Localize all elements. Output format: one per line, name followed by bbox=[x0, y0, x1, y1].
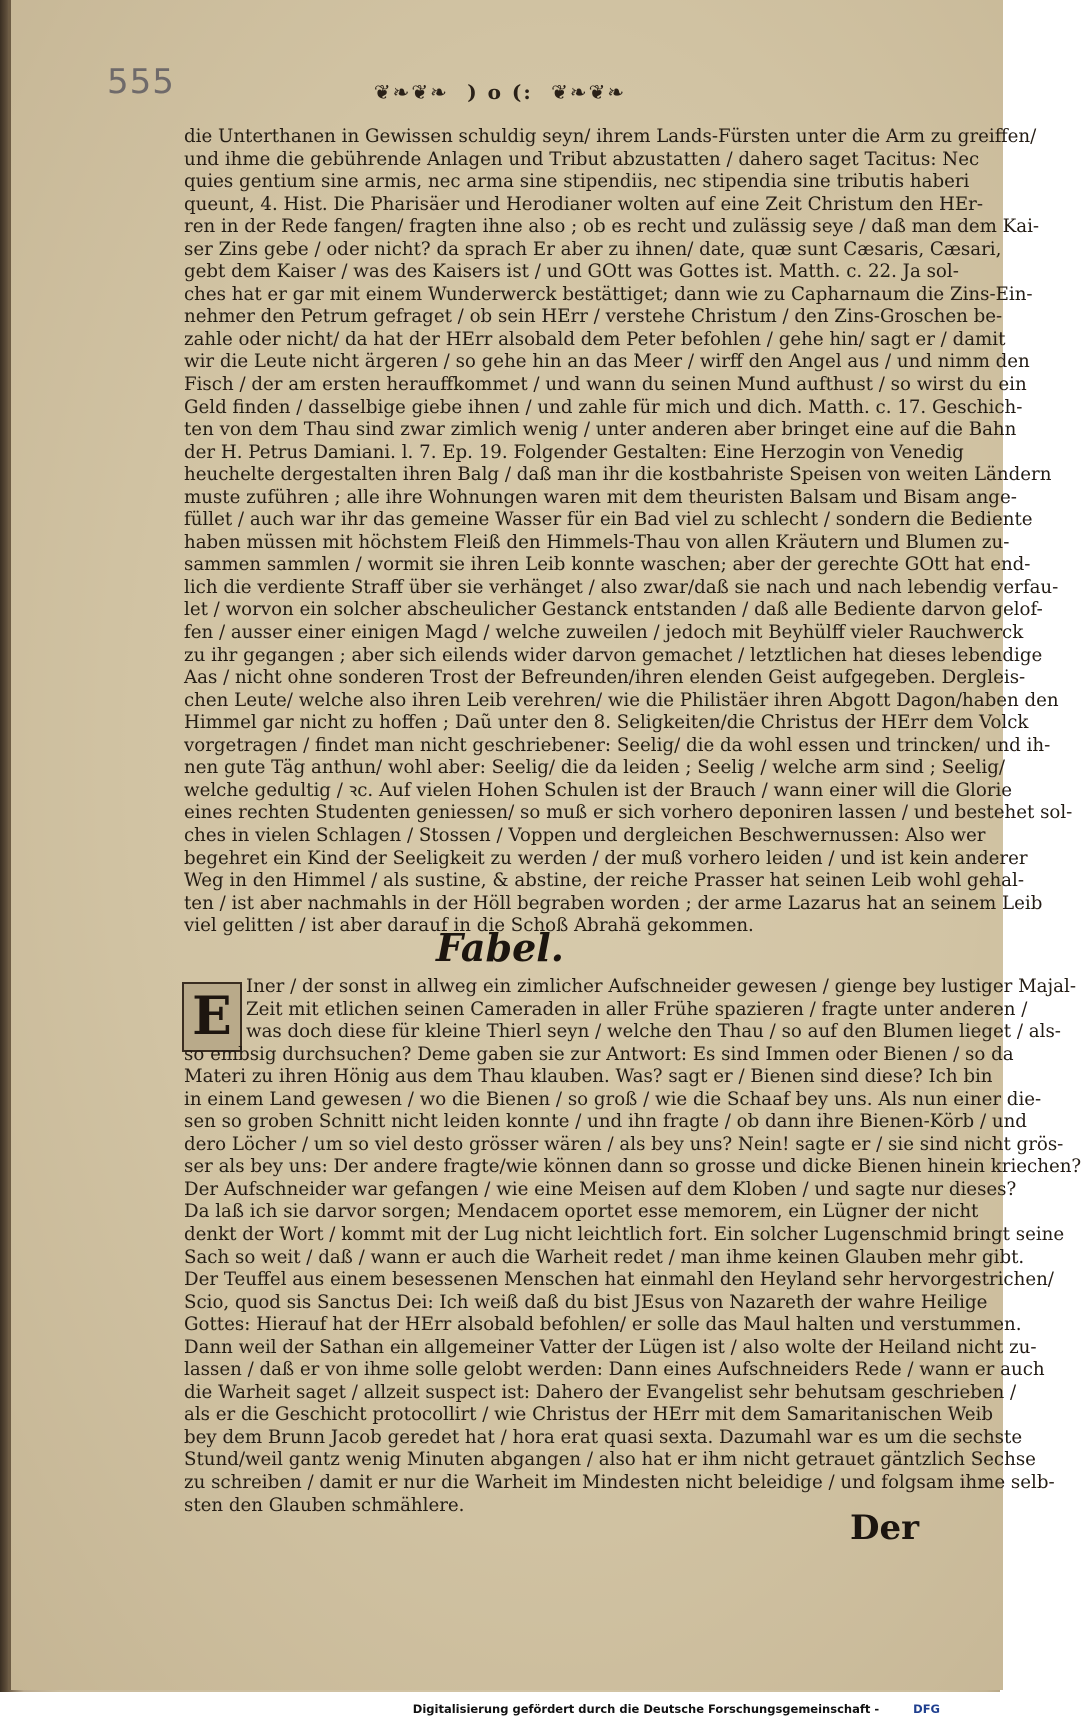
text-line: Himmel gar nicht zu hoffen ; Daũ unter den 8. Seligkeiten/die Christus der HErr dem Volck bbox=[184, 712, 1029, 734]
fabel-line: zu schreiben / damit er nur die Warheit im Mindesten nicht beleidige / und folgsam ihme selb- bbox=[184, 1472, 1055, 1494]
fabel-line: Scio, quod sis Sanctus Dei: Ich weiß daß du bist JEsus von Nazareth der wahre Heilige bbox=[184, 1291, 988, 1313]
text-line: der H. Petrus Damiani. l. 7. Ep. 19. Folgender Gestalten: Eine Herzogin von Venedig bbox=[184, 441, 964, 463]
digitization-footer bbox=[0, 1692, 1000, 1715]
page-number-pencil: 555 bbox=[107, 62, 175, 102]
text-line: viel gelitten / ist aber darauf in die Schoß Abrahä gekommen. bbox=[184, 915, 754, 937]
text-line: wir die Leute nicht ärgeren / so gehe hin an das Meer / wirff den Angel aus / und nimm den bbox=[184, 351, 1030, 373]
text-line: muste zuführen ; alle ihre Wohnungen waren mit dem theuristen Balsam und Bisam ange- bbox=[184, 486, 1017, 508]
dfg-logo: DFG bbox=[913, 1702, 940, 1716]
text-line: begehret ein Kind der Seeligkeit zu werden / der muß vorhero leiden / und ist kein anderer bbox=[184, 847, 1028, 869]
fabel-line: Stund/weil gantz wenig Minuten abgangen / also hat er ihm nicht getrauet gäntzlich Sechse bbox=[184, 1449, 1036, 1471]
text-line: let / worvon ein solcher abscheulicher Gestanck entstanden / daß alle Bediente darvon gelof- bbox=[184, 599, 1043, 621]
text-line: heuchelte dergestalten ihren Balg / daß man ihr die kostbahriste Speisen von weiten Ländern bbox=[184, 464, 1052, 486]
text-line: ches in vielen Schlagen / Stossen / Voppen und dergleichen Beschwernussen: Also wer bbox=[184, 824, 986, 846]
fabel-line: in einem Land gewesen / wo die Bienen / so groß / wie die Schaaf bey uns. Als nun einer die- bbox=[184, 1088, 1042, 1110]
fabel-text-block bbox=[184, 976, 1081, 1517]
text-line: gebt dem Kaiser / was des Kaisers ist / und GOtt was Gottes ist. Matth. c. 22. Ja sol- bbox=[184, 261, 959, 283]
text-line: vorgetragen / findet man nicht geschriebener: Seelig/ die da wohl essen und trincken/ und ih- bbox=[184, 734, 1051, 756]
fabel-line: die Warheit saget / allzeit suspect ist: Dahero der Evangelist sehr behutsam geschrieben / bbox=[184, 1381, 1017, 1403]
fabel-line: Der Teuffel aus einem besessenen Menschen hat einmahl den Heyland sehr hervorgestrichen/ bbox=[184, 1269, 1054, 1291]
text-line: nen gute Täg anthun/ wohl aber: Seelig/ die da leiden ; Seelig / welche arm sind ; Seelig/ bbox=[184, 757, 1005, 779]
text-line: ten von dem Thau sind zwar zimlich wenig / unter anderen aber bringet eine auf die Bahn bbox=[184, 419, 1017, 441]
fabel-line: als er die Geschicht protocollirt / wie Christus der HErr mit dem Samaritanischen Weib bbox=[184, 1404, 993, 1426]
footer-credit: Digitalisierung gefördert durch die Deutsche Forschungsgemeinschaft - bbox=[412, 1702, 880, 1716]
fabel-line: denkt der Wort / kommt mit der Lug nicht leichtlich fort. Ein solcher Lugenschmid bringt seine bbox=[184, 1224, 1065, 1246]
text-line: queunt, 4. Hist. Die Pharisäer und Herodianer wolten auf eine Zeit Christum den HEr- bbox=[184, 193, 983, 215]
header-ornament-left: ❦❧❦❧ bbox=[373, 80, 449, 104]
fabel-line: Der Aufschneider war gefangen / wie eine Meisen auf dem Kloben / und sagte nur dieses? bbox=[184, 1178, 1017, 1200]
fabel-line: Zeit mit etlichen seinen Cameraden in aller Frühe spazieren / fragte unter anderen / bbox=[246, 998, 1028, 1020]
fabel-line: Sach so weit / daß / wann er auch die Warheit redet / man ihme keinen Glauben mehr gibt. bbox=[184, 1246, 1025, 1268]
text-line: zu ihr gegangen ; aber sich eilends wider darvon gemachet / letztlichen hat dieses lebendige bbox=[184, 644, 1043, 666]
text-line: ten / ist aber nachmahls in der Höll begraben worden ; der arme Lazarus hat an seinem Leib bbox=[184, 892, 1043, 914]
fabel-line: ser als bey uns: Der andere fragte/wie können dann so grosse und dicke Bienen hinein kriechen? bbox=[184, 1156, 1081, 1178]
text-line: die Unterthanen in Gewissen schuldig seyn/ ihrem Lands-Fürsten unter die Arm zu greiffen/ bbox=[184, 126, 1037, 147]
fabel-line: dero Löcher / um so viel desto grösser wären / als bey uns? Nein! sagte er / sie sind nicht grös- bbox=[184, 1133, 1064, 1155]
text-line: ser Zins gebe / oder nicht? da sprach Er aber zu ihnen/ date, quæ sunt Cæsaris, Cæsari, bbox=[184, 238, 1002, 260]
fabel-line: so embsig durchsuchen? Deme gaben sie zur Antwort: Es sind Immen oder Bienen / so da bbox=[184, 1043, 1014, 1065]
running-header bbox=[0, 80, 1000, 104]
header-ornament-right: ❦❧❦❧ bbox=[551, 80, 627, 104]
text-line: haben müssen mit höchstem Fleiß den Himmels-Thau von allen Kräutern und Blumen zu- bbox=[184, 531, 1010, 553]
fabel-line: Materi zu ihren Hönig aus dem Thau klauben. Was? sagt er / Bienen sind diese? Ich bin bbox=[184, 1066, 993, 1088]
fabel-line: was doch diese für kleine Thierl seyn / welche den Thau / so auf den Blumen lieget / als- bbox=[246, 1021, 1061, 1043]
text-line: nehmer den Petrum gefraget / ob sein HErr / verstehe Christum / den Zins-Groschen be- bbox=[184, 306, 1003, 328]
fabel-line: Iner / der sonst in allweg ein zimlicher Aufschneider gewesen / gienge bey lustiger Majal- bbox=[246, 976, 1076, 997]
text-line: fen / ausser einer einigen Magd / welche zuweilen / jedoch mit Beyhülff vieler Rauchwerck bbox=[184, 622, 1024, 644]
fabel-line: Gottes: Hierauf hat der HErr alsobald befohlen/ er solle das Maul halten und verstummen. bbox=[184, 1314, 1022, 1336]
fabel-line: sten den Glauben schmählere. bbox=[184, 1494, 465, 1516]
fabel-line: Da laß ich sie darvor sorgen; Mendacem oportet esse memorem, ein Lügner der nicht bbox=[184, 1201, 979, 1223]
fabel-line: lassen / daß er von ihme solle gelobt werden: Dann eines Aufschneiders Rede / wann er auch bbox=[184, 1359, 1045, 1381]
fabel-line: bey dem Brunn Jacob geredet hat / hora erat quasi sexta. Dazumahl war es um die sechste bbox=[184, 1426, 1023, 1448]
text-line: eines rechten Studenten geniessen/ so muß er sich vorhero deponiren lassen / und bestehet sol- bbox=[184, 802, 1073, 824]
text-line: Geld finden / dasselbige giebe ihnen / und zahle für mich und dich. Matth. c. 17. Geschich- bbox=[184, 396, 1023, 418]
text-line: sammen sammlen / wormit sie ihren Leib konnte waschen; aber der gerechte GOtt hat end- bbox=[184, 554, 1031, 576]
text-line: welche gedultig / ꝛc. Auf vielen Hohen Schulen ist der Brauch / wann einer will die Glorie bbox=[184, 779, 1013, 801]
text-line: quies gentium sine armis, nec arma sine stipendiis, nec stipendia sine tributis haberi bbox=[184, 171, 970, 193]
text-line: Aas / nicht ohne sonderen Trost der Befreunden/ihren elenden Geist aufgegeben. Dergleis- bbox=[184, 667, 1026, 689]
text-line: Weg in den Himmel / als sustine, & abstine, der reiche Prasser hat seinen Leib wohl gehal- bbox=[184, 870, 1024, 892]
section-title: Fabel. bbox=[436, 925, 564, 970]
text-line: chen Leute/ welche also ihren Leib verehren/ wie die Philistäer ihren Abgott Dagon/haben den bbox=[184, 689, 1059, 711]
text-line: ren in der Rede fangen/ fragten ihne also ; ob es recht und zulässig seye / daß man dem Kai- bbox=[184, 216, 1040, 238]
main-text-block bbox=[184, 126, 1073, 938]
catchword: Der bbox=[850, 1508, 920, 1548]
fabel-line: Dann weil der Sathan ein allgemeiner Vatter der Lügen ist / also wolte der Heiland nicht zu- bbox=[184, 1336, 1037, 1358]
text-line: ches hat er gar mit einem Wunderwerck bestättiget; dann wie zu Capharnaum die Zins-Ein- bbox=[184, 283, 1033, 305]
header-ornament-center: ) o (: bbox=[467, 80, 533, 104]
text-line: zahle oder nicht/ da hat der HErr alsobald dem Peter befohlen / gehe hin/ sagt er / damit bbox=[184, 328, 1006, 350]
text-line: und ihme die gebührende Anlagen und Tribut abzustatten / dahero saget Tacitus: Nec bbox=[184, 148, 980, 170]
decorated-initial: E bbox=[182, 982, 242, 1052]
fabel-line: sen so groben Schnitt nicht leiden konnte / und ihn fragte / ob dann ihre Bienen-Körb / und bbox=[184, 1111, 1027, 1133]
text-line: lich die verdiente Straff über sie verhänget / also zwar/daß sie nach und nach lebendig verfau- bbox=[184, 576, 1059, 598]
text-line: Fisch / der am ersten herauffkommet / und wann du seinen Mund aufthust / so wirst du ein bbox=[184, 374, 1027, 396]
text-line: füllet / auch war ihr das gemeine Wasser für ein Bad viel zu schlecht / sondern die Bediente bbox=[184, 509, 1033, 531]
